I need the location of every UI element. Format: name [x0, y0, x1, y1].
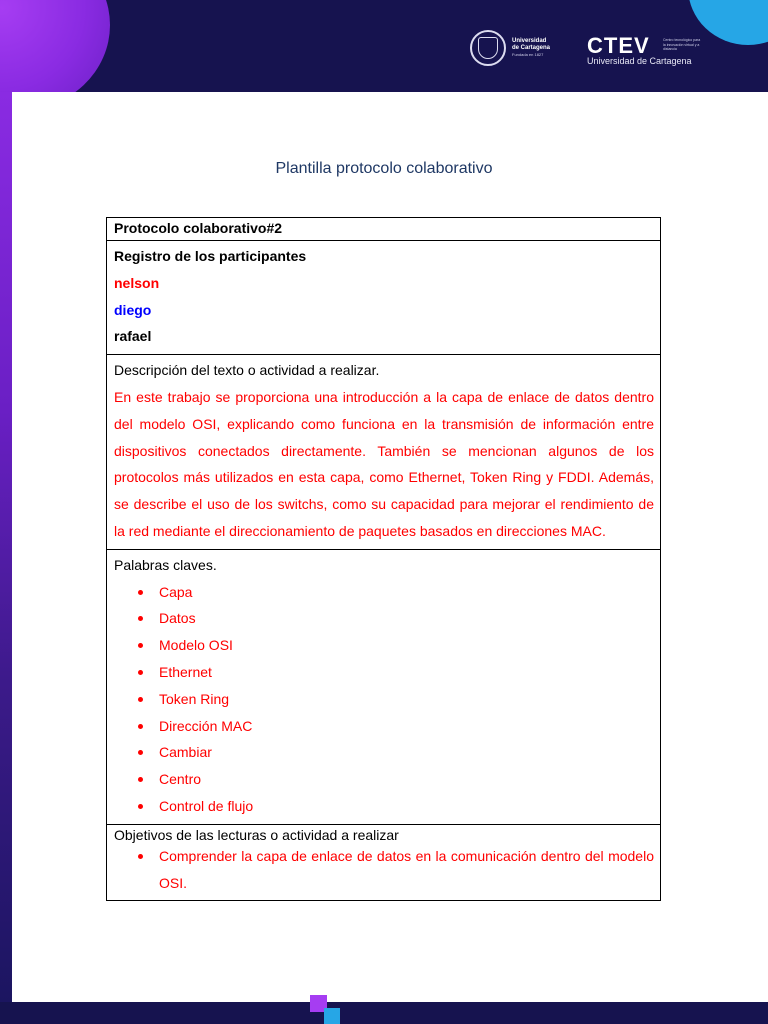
udc-logo-line3: Fundada en 1827	[512, 52, 544, 57]
ctev-logo-title: CTEV	[587, 33, 650, 58]
left-accent-bar	[0, 92, 12, 1002]
udc-logo-line1: Universidad	[512, 38, 547, 44]
keyword-item: Capa	[138, 579, 654, 606]
description-body: En este trabajo se proporciona una introducción a la capa de enlace de datos dentro del modelo OSI, explicando como funciona en la transmisión de información entre dispositivos conectados directamente. También se mencionan algunos de los protocolos más utilizados en esta capa, como Ethernet, Token Ring y FDDI. Además, se describe el uso de los switchs, como su capacidad para mejorar el rendimiento de la red mediante el direccionamiento de paquetes basados en direcciones MAC.	[114, 388, 654, 539]
decorative-purple-arc	[0, 0, 110, 92]
keywords-cell	[107, 549, 661, 824]
participant-name: diego	[114, 301, 152, 318]
keyword-item: Modelo OSI	[138, 632, 654, 659]
participants-heading: Registro de los participantes	[114, 248, 307, 264]
protocol-heading: Protocolo colaborativo#2	[107, 218, 661, 241]
table-row	[107, 241, 661, 355]
keyword-item: Dirección MAC	[138, 713, 654, 740]
table-row	[107, 355, 661, 550]
description-heading: Descripción del texto o actividad a realizar.	[114, 362, 380, 379]
footer-blue-square	[324, 1008, 340, 1024]
objectives-list	[114, 843, 654, 897]
participant-name: nelson	[114, 274, 160, 291]
keywords-heading: Palabras claves.	[114, 556, 217, 573]
keyword-item: Ethernet	[138, 659, 654, 686]
table-row	[107, 824, 661, 901]
keyword-item: Cambiar	[138, 739, 654, 766]
footer-band	[0, 1002, 768, 1024]
ctev-logo	[587, 33, 701, 67]
document-title: Plantilla protocolo colaborativo	[275, 160, 493, 177]
keywords-list	[114, 579, 654, 820]
ctev-logo-tagline: Centro tecnológico para la innovación virtual y a distancia	[663, 38, 701, 51]
udc-logo-line2: de Cartagena	[512, 45, 551, 51]
table-row	[107, 549, 661, 824]
objective-item: Comprender la capa de enlace de datos en la comunicación dentro del modelo OSI.	[138, 843, 654, 897]
keyword-item: Token Ring	[138, 686, 654, 713]
header-band	[0, 0, 768, 92]
udc-logo-text	[512, 38, 550, 58]
keyword-item: Control de flujo	[138, 793, 654, 820]
universidad-de-cartagena-logo	[470, 30, 550, 66]
keyword-item: Centro	[138, 766, 654, 793]
objectives-cell	[107, 824, 661, 901]
protocol-table	[106, 217, 661, 901]
keyword-item: Datos	[138, 605, 654, 632]
participant-name: rafael	[114, 328, 152, 345]
university-seal-icon	[470, 30, 506, 66]
ctev-logo-subtitle: Universidad de Cartagena	[587, 56, 692, 66]
participants-cell	[107, 241, 661, 355]
description-cell	[107, 355, 661, 550]
objectives-heading: Objetivos de las lecturas o actividad a realizar	[114, 826, 399, 843]
table-row	[107, 218, 661, 241]
